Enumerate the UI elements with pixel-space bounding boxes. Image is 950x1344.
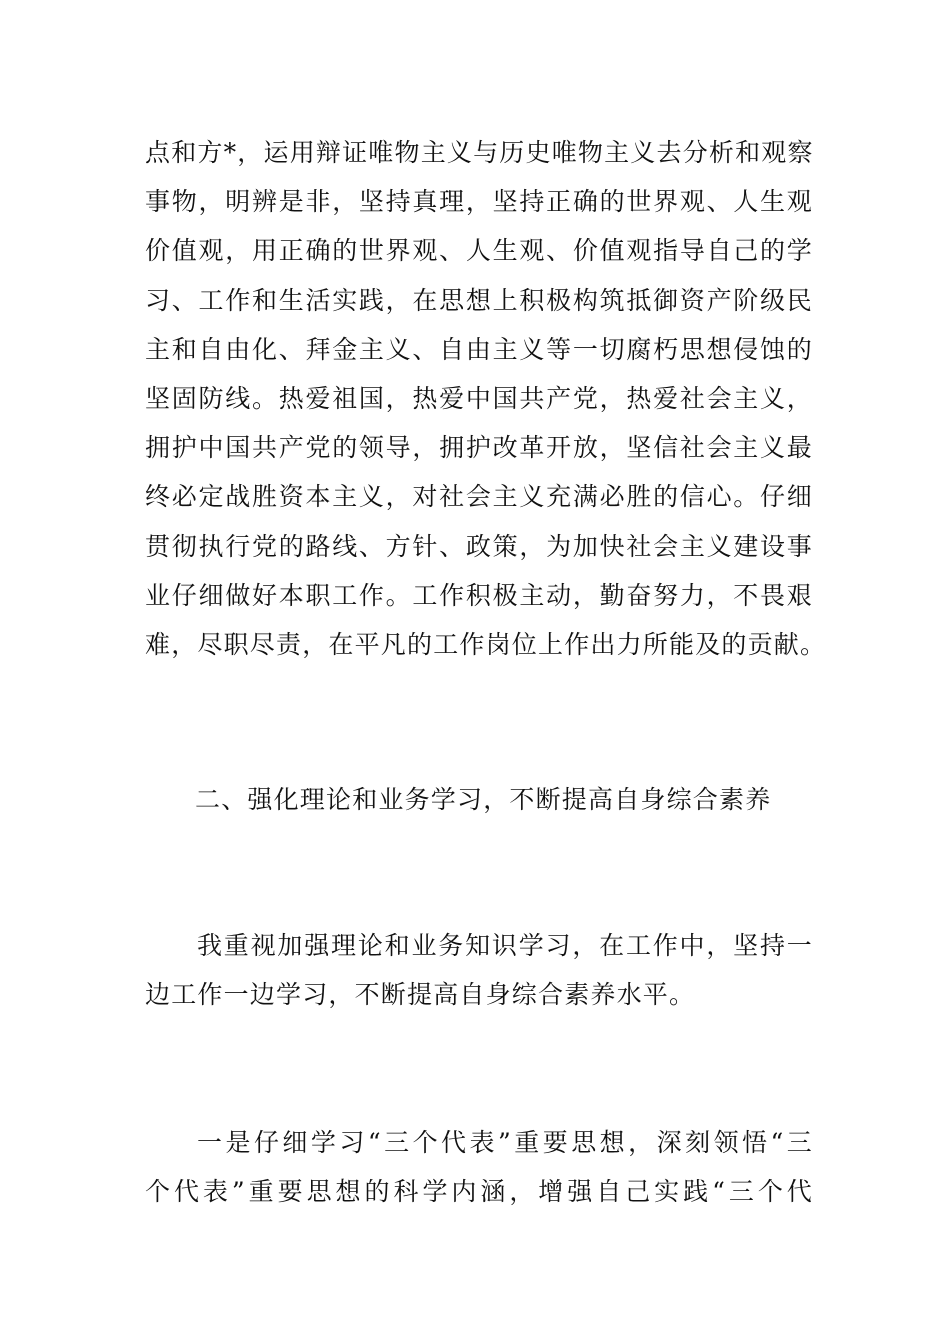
paragraph-line: 终必定战胜资本主义，对社会主义充满必胜的信心。仔细 [145, 482, 813, 512]
paragraph-line: 业仔细做好本职工作。工作积极主动，勤奋努力，不畏艰 [145, 580, 813, 610]
paragraph-line: 价值观，用正确的世界观、人生观、价值观指导自己的学 [145, 236, 813, 266]
paragraph-line: 习、工作和生活实践，在思想上积极构筑抵御资产阶级民 [145, 285, 813, 315]
paragraph-line: 坚固防线。热爱祖国，热爱中国共产党，热爱社会主义， [145, 384, 813, 414]
paragraph-line: 难，尽职尽责，在平凡的工作岗位上作出力所能及的贡献。 [145, 630, 827, 660]
paragraph-line: 一是仔细学习“三个代表”重要思想，深刻领悟“三 [197, 1128, 813, 1157]
paragraph-line: 我重视加强理论和业务知识学习，在工作中，坚持一 [197, 931, 813, 960]
paragraph-1 [145, 128, 827, 669]
paragraph-line: 主和自由化、拜金主义、自由主义等一切腐朽思想侵蚀的 [145, 334, 813, 364]
paragraph-line: 拥护中国共产党的领导，拥护改革开放，坚信社会主义最 [145, 433, 813, 463]
section-heading-text: 二、强化理论和业务学习，不断提高自身综合素养 [195, 785, 772, 814]
paragraph-3 [145, 1118, 813, 1216]
paragraph-line: 个代表”重要思想的科学内涵，增强自己实践“三个代 [145, 1177, 813, 1207]
paragraph-line: 贯彻执行党的路线、方针、政策，为加快社会主义建设事 [145, 531, 813, 561]
paragraph-line: 边工作一边学习，不断提高自身综合素养水平。 [145, 980, 696, 1010]
paragraph-line: 事物，明辨是非，坚持真理，坚持正确的世界观、人生观 [145, 187, 813, 217]
paragraph-2 [145, 921, 813, 1019]
paragraph-line: 点和方*，运用辩证唯物主义与历史唯物主义去分析和观察 [145, 138, 814, 167]
section-heading [195, 775, 815, 824]
